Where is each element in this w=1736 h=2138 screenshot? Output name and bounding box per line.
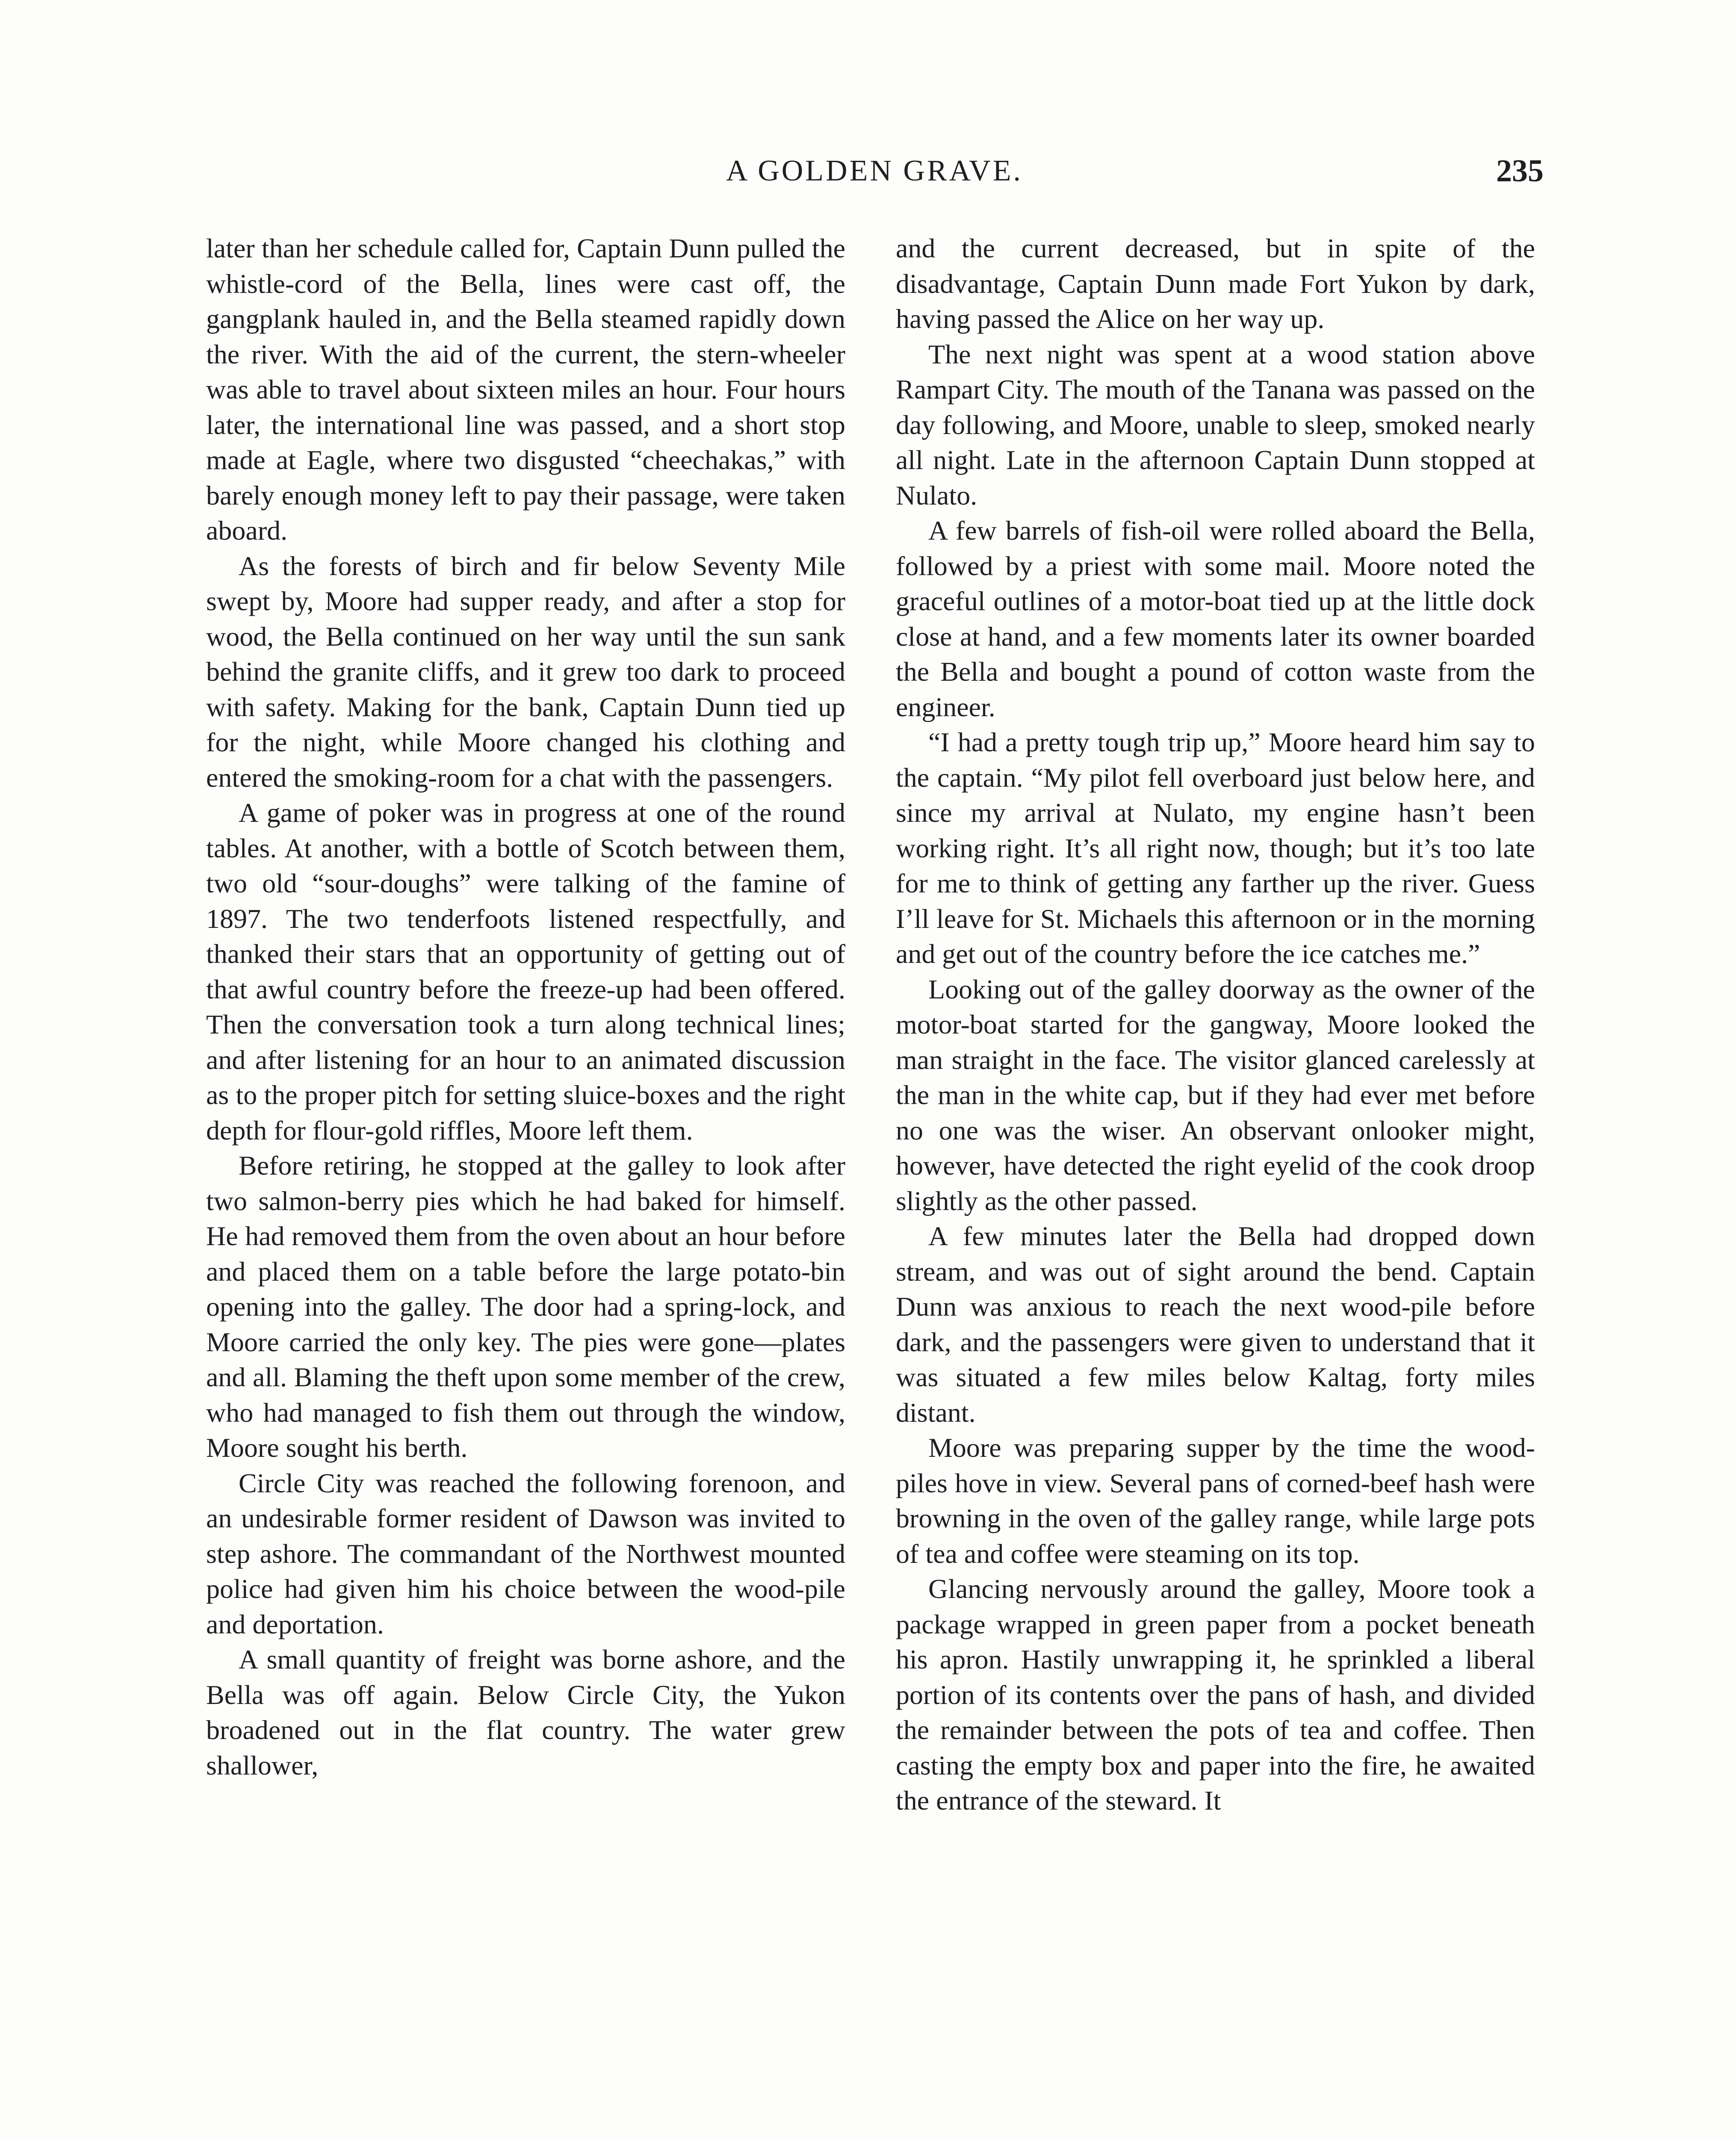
paragraph: A few minutes later the Bella had dropped down stream, and was out of sight around the bend. Captain Dunn was anxious to reach the next wood-pile before dark, and the passengers were given to understand that it was situated a few miles below Kaltag, forty miles distant. (896, 1221, 1535, 1428)
page-number: 235 (1496, 154, 1544, 189)
paragraph: Moore was preparing supper by the time the wood-piles hove in view. Several pans of corned-beef hash were browning in the oven of the galley range, while large pots of tea and coffee were steaming on its top. (896, 1432, 1535, 1569)
paragraph: As the forests of birch and fir below Seventy Mile swept by, Moore had supper ready, and after a stop for wood, the Bella continued on her way until the sun sank behind the granite cliffs, and it grew too dark to proceed with safety. Making for the bank, Captain Dunn tied up for the night, while Moore changed his clothing and entered the smoking-room for a chat with the passengers. (206, 550, 845, 793)
paragraph: A small quantity of freight was borne ashore, and the Bella was off again. Below Circle City, the Yukon broadened out in the flat country. The water grew shallower, (206, 1644, 845, 1781)
paragraph: The next night was spent at a wood station above Rampart City. The mouth of the Tanana was passed on the day following, and Moore, unable to sleep, smoked nearly all night. Late in the afternoon Captain Dunn stopped at Nulato. (896, 339, 1535, 511)
paragraph: A game of poker was in progress at one of the round tables. At another, with a bottle of Scotch between them, two old “sour-doughs” were talking of the famine of 1897. The two tenderfoots listened respectfully, and thanked their stars that an opportunity of getting out of that awful country before the freeze-up had been offered. Then the conversation took a turn along technical lines; and after listening for an hour to an animated discussion as to the proper pitch for setting sluice-boxes and the right depth for flour-gold riffles, Moore left them. (206, 797, 845, 1146)
paragraph: Looking out of the galley doorway as the owner of the motor-boat started for the gangway, Moore looked the man straight in the face. The visitor glanced carelessly at the man in the white cap, but if they had ever met before no one was the wiser. An observant onlooker might, however, have detected the right eyelid of the cook droop slightly as the other passed. (896, 974, 1535, 1216)
paragraph: “I had a pretty tough trip up,” Moore heard him say to the captain. “My pilot fell overboard just below here, and since my arrival at Nulato, my engine hasn’t been working right. It’s all right now, though; but it’s too late for me to think of getting any farther up the river. Guess I’ll leave for St. Michaels this afternoon or in the morning and get out of the country before the ice catches me.” (896, 727, 1535, 969)
text-column-right (896, 231, 1535, 2138)
text-column-left (206, 231, 845, 2138)
paragraph: Before retiring, he stopped at the galley to look after two salmon-berry pies which he had baked for himself. He had removed them from the oven about an hour before and placed them on a table before the large potato-bin opening into the galley. The door had a spring-lock, and Moore carried the only key. The pies were gone—plates and all. Blaming the theft upon some member of the crew, who had managed to fish them out through the window, Moore sought his berth. (206, 1150, 845, 1463)
paragraph: and the current decreased, but in spite of the disadvantage, Captain Dunn made Fort Yukon by dark, having passed the Alice on her way up. (896, 233, 1535, 334)
paragraph: A few barrels of fish-oil were rolled aboard the Bella, followed by a priest with some mail. Moore noted the graceful outlines of a motor-boat tied up at the little dock close at hand, and a few moments later its owner boarded the Bella and bought a pound of cotton waste from the engineer. (896, 515, 1535, 722)
paragraph: Circle City was reached the following forenoon, and an undesirable former resident of Dawson was invited to step ashore. The commandant of the Northwest mounted police had given him his choice between the wood-pile and deportation. (206, 1468, 845, 1639)
paragraph: later than her schedule called for, Captain Dunn pulled the whistle-cord of the Bella, lines were cast off, the gangplank hauled in, and the Bella steamed rapidly down the river. With the aid of the current, the stern-wheeler was able to travel about sixteen miles an hour. Four hours later, the international line was passed, and a short stop made at Eagle, where two disgusted “cheechakas,” with barely enough money left to pay their passage, were taken aboard. (206, 233, 845, 546)
running-head-title: A GOLDEN GRAVE. (726, 154, 1023, 187)
paragraph: Glancing nervously around the galley, Moore took a package wrapped in green paper from a pocket beneath his apron. Hastily unwrapping it, he sprinkled a liberal portion of its contents over the pans of hash, and divided the remainder between the pots of tea and coffee. Then casting the empty box and paper into the fire, he awaited the entrance of the steward. It (896, 1574, 1535, 1816)
page-header (205, 150, 1544, 197)
